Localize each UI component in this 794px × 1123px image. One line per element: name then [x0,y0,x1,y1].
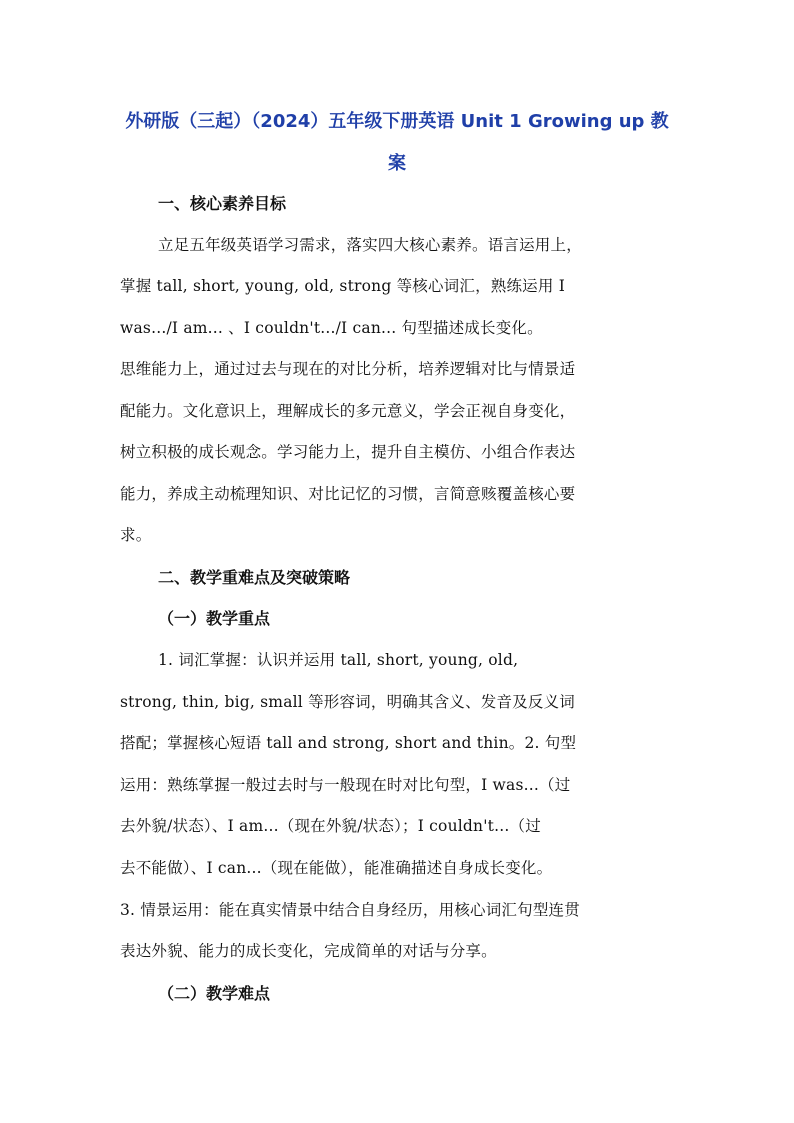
paragraph-line: 去不能做）、I can...（现在能做），能准确描述自身成长变化。 [120,859,553,877]
subsection-heading-focus: （一）教学重点 [158,609,271,628]
paragraph-line: 去外貌/状态）、I am...（现在外貌/状态）；I couldn't...（过 [120,817,541,835]
paragraph-line: 表达外貌、能力的成长变化，完成简单的对话与分享。 [120,942,497,960]
paragraph-line: 搭配；掌握核心短语 tall and strong, short and thin。2. 句型 [120,734,577,752]
paragraph-line: was.../I am... 、I couldn't.../I can... 句型描述成长变化。 [120,319,543,337]
subsection-heading-difficulties: （二）教学难点 [158,984,271,1003]
document-title-line-2: 案 [388,153,406,174]
document-title-line-1: 外研版（三起）（2024）五年级下册英语 Unit 1 Growing up 教 [125,111,669,132]
paragraph-line: 掌握 tall, short, young, old, strong 等核心词汇，熟练运用 I [120,277,566,295]
paragraph-line: 能力，养成主动梳理知识、对比记忆的习惯，言简意赅覆盖核心要 [120,485,576,503]
paragraph-line: 思维能力上，通过过去与现在的对比分析，培养逻辑对比与情景适 [120,360,576,378]
paragraph-line: 3. 情景运用：能在真实情景中结合自身经历，用核心词汇句型连贯 [120,901,580,919]
section-heading-key-points: 二、教学重难点及突破策略 [158,568,351,587]
paragraph-line: 配能力。文化意识上，理解成长的多元意义，学会正视自身变化， [120,402,576,420]
paragraph-line: 运用：熟练掌握一般过去时与一般现在时对比句型，I was...（过 [120,776,571,794]
paragraph-line: 立足五年级英语学习需求，落实四大核心素养。语言运用上， [158,236,582,254]
paragraph-line: 1. 词汇掌握：认识并运用 tall, short, young, old, [158,651,519,669]
paragraph-line: 求。 [120,526,152,544]
paragraph-line: strong, thin, big, small 等形容词，明确其含义、发音及反义词 [120,693,575,711]
section-heading-objectives: 一、核心素养目标 [158,194,287,213]
paragraph-line: 树立积极的成长观念。学习能力上，提升自主模仿、小组合作表达 [120,443,576,461]
